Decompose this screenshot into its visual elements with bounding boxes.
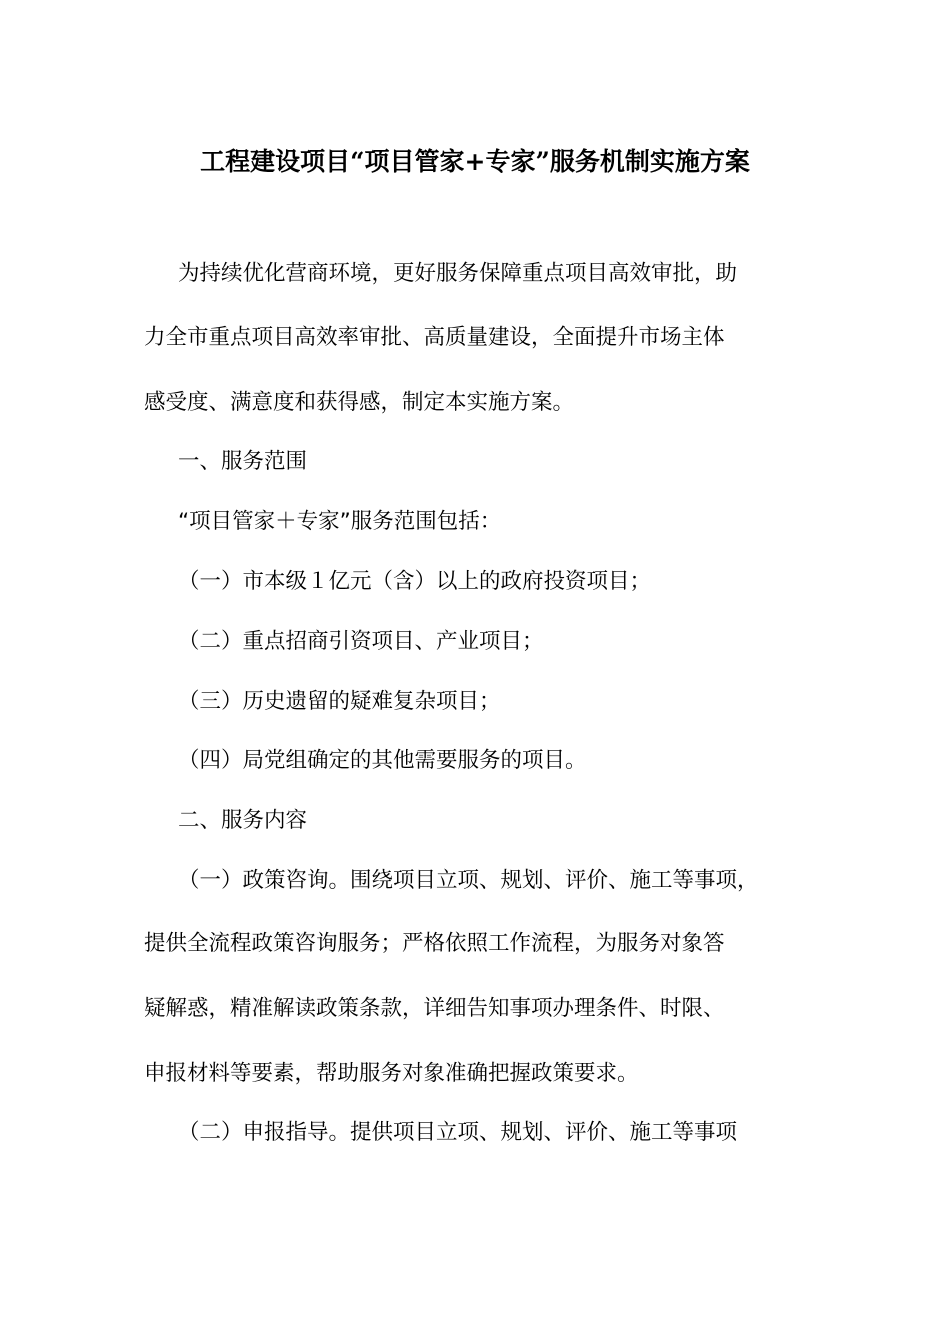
paragraph-line: （一）政策咨询。围绕项目立项、规划、评价、施工等事项，: [178, 868, 759, 893]
list-item: （二）重点招商引资项目、产业项目；: [178, 629, 544, 654]
paragraph-line: （二）申报指导。提供项目立项、规划、评价、施工等事项: [178, 1120, 738, 1145]
section-heading: 二、服务内容: [178, 808, 308, 833]
paragraph-line: 力全市重点项目高效率审批、高质量建设，全面提升市场主体: [144, 325, 725, 350]
paragraph-line: 疑解惑，精准解读政策条款，详细告知事项办理条件、时限、: [144, 996, 725, 1021]
list-item: （三）历史遗留的疑难复杂项目；: [178, 689, 501, 714]
paragraph-line: 提供全流程政策咨询服务；严格依照工作流程，为服务对象答: [144, 931, 725, 956]
list-item: （四）局党组确定的其他需要服务的项目。: [178, 748, 587, 773]
list-item: （一）市本级１亿元（含）以上的政府投资项目；: [178, 569, 652, 594]
paragraph-line: 感受度、满意度和获得感，制定本实施方案。: [144, 390, 575, 415]
section-heading: 一、服务范围: [178, 449, 308, 474]
document-title: 工程建设项目“项目管家+专家”服务机制实施方案: [200, 147, 750, 176]
paragraph-line: “项目管家＋专家”服务范围包括：: [178, 509, 502, 534]
paragraph-line: 申报材料等要素，帮助服务对象准确把握政策要求。: [144, 1061, 639, 1086]
paragraph-line: 为持续优化营商环境，更好服务保障重点项目高效审批，助: [178, 261, 738, 286]
